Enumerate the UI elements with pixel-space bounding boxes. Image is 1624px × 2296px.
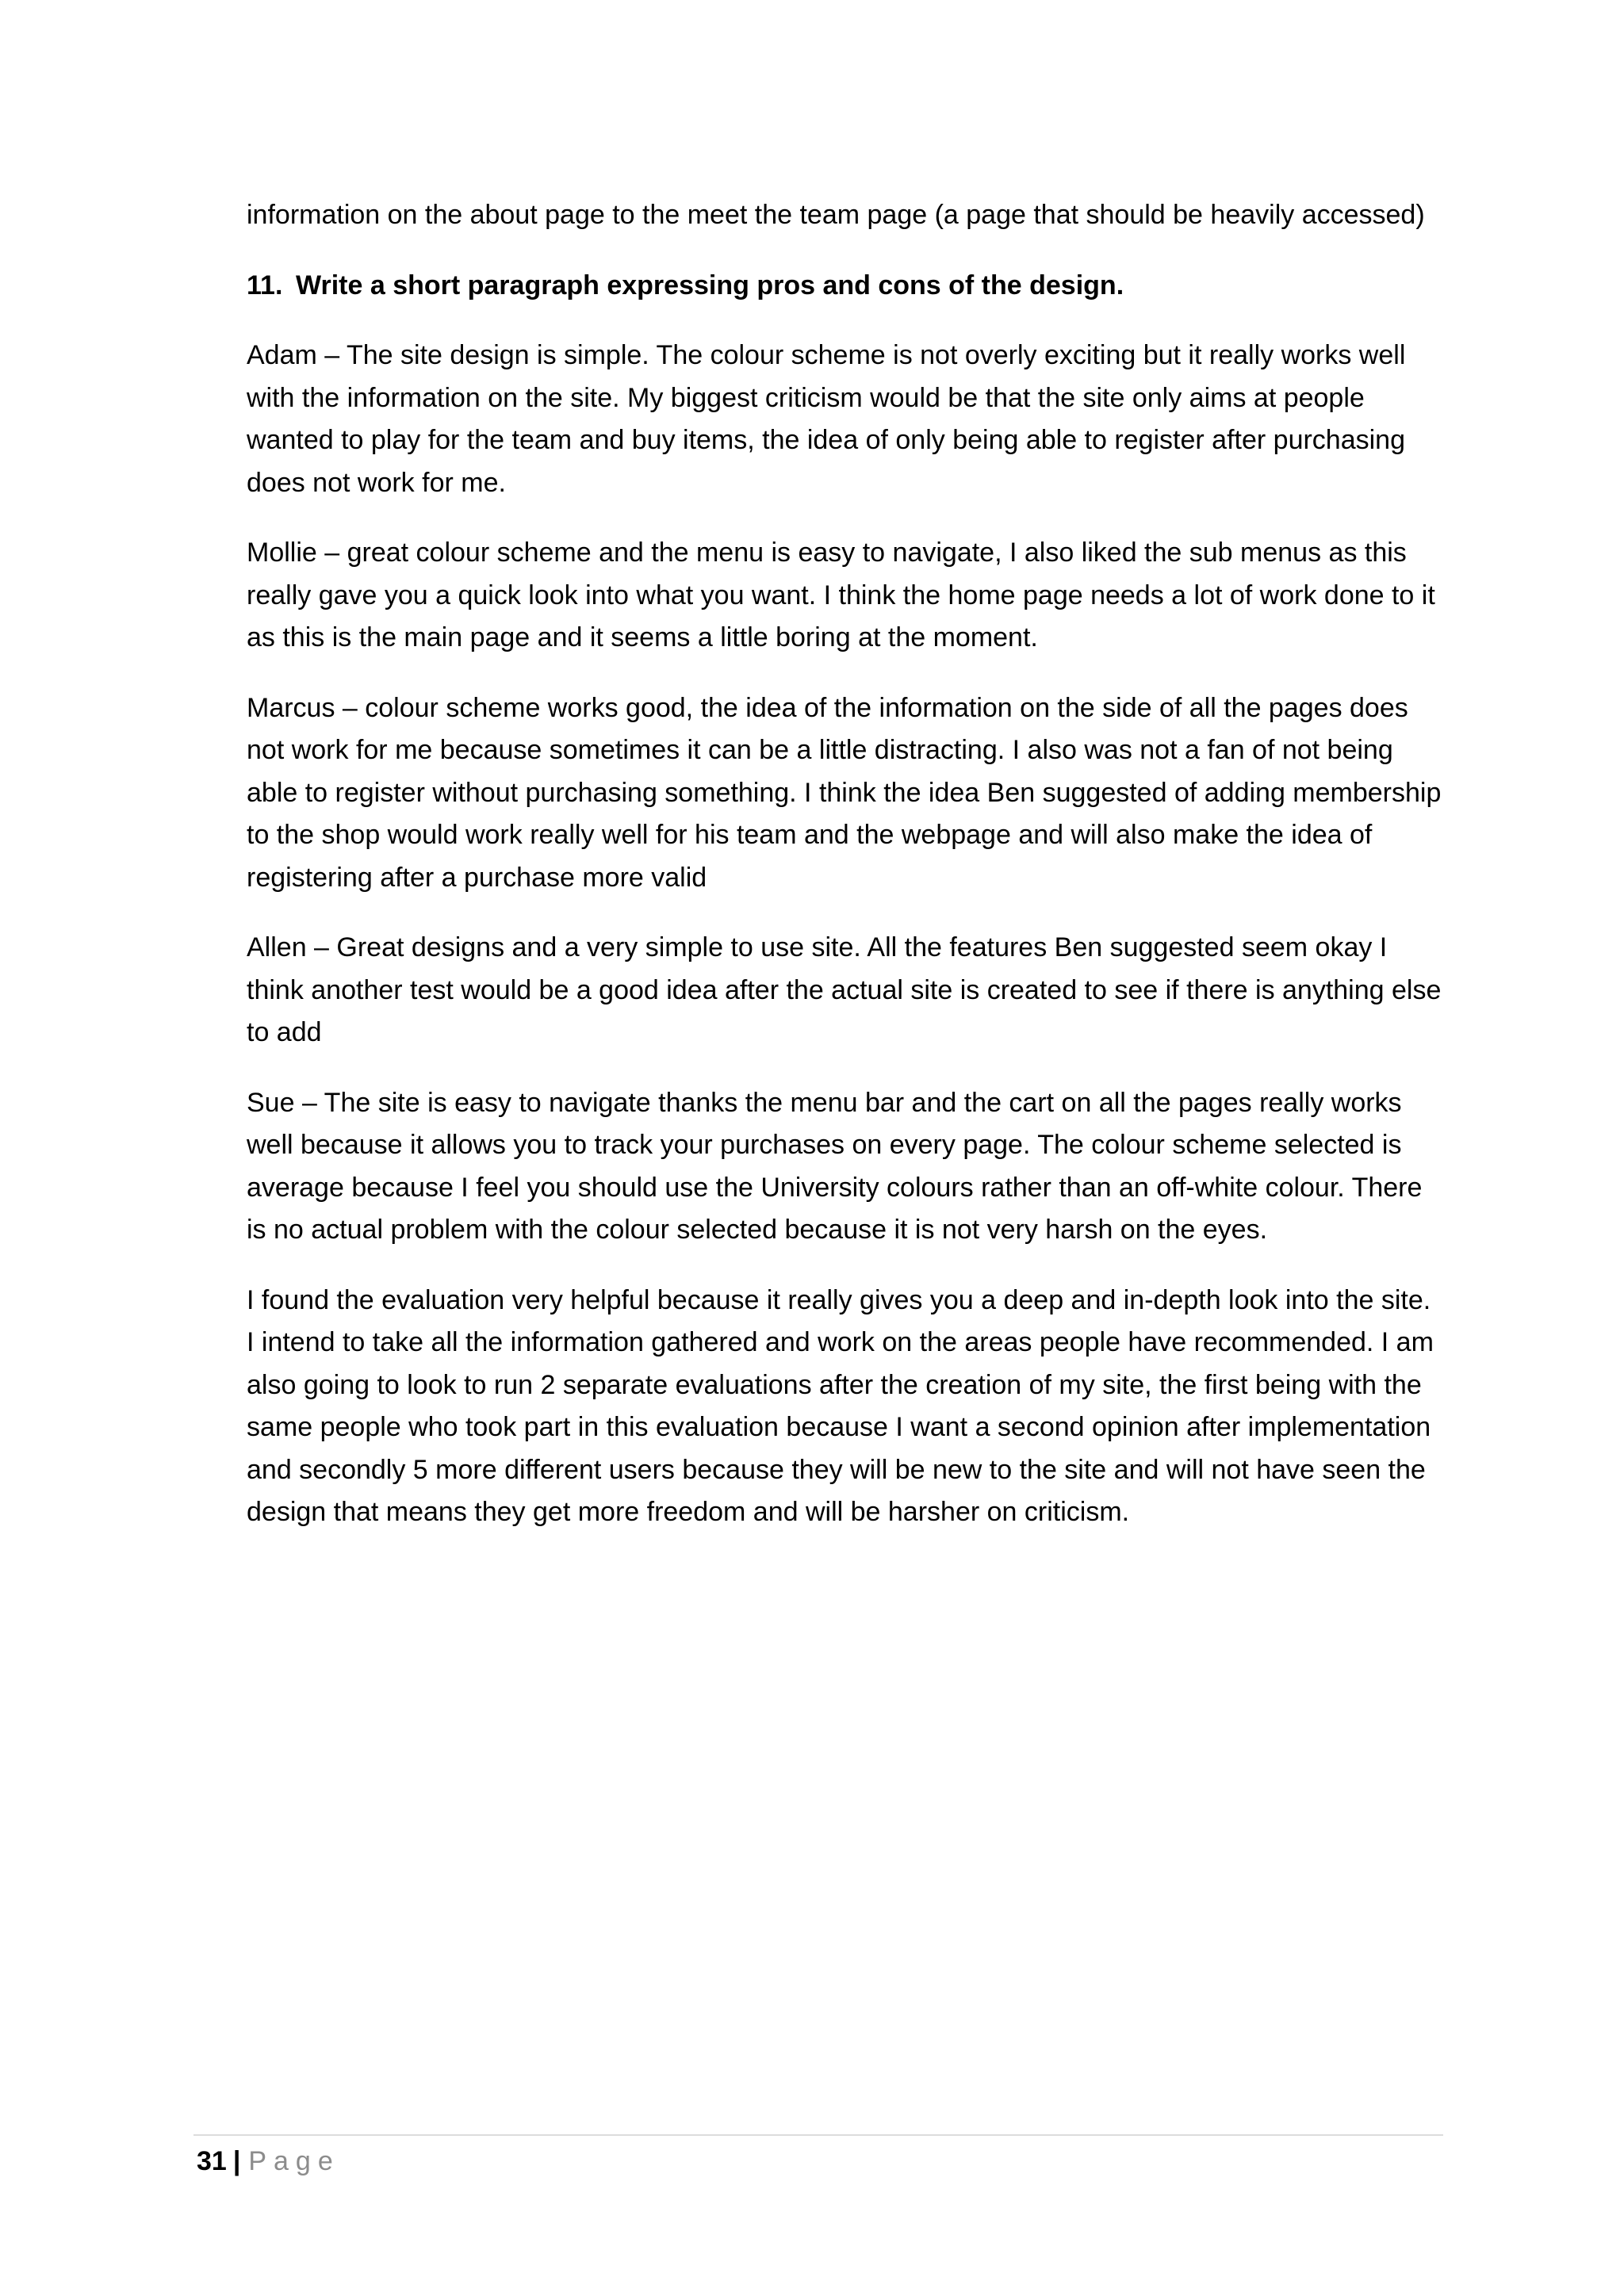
page-number: 31 bbox=[197, 2146, 227, 2176]
footer-separator: | bbox=[232, 2146, 241, 2176]
paragraph-intro: information on the about page to the meet the team page (a page that should be heavily accessed) bbox=[247, 200, 1425, 230]
paragraph-mollie: Mollie – great colour scheme and the menu is easy to navigate, I also liked the sub menus as this really gave you a quick look into what you want. I think the home page needs a lot of work done to it as this is the main page and it seems a little boring at the moment. bbox=[247, 538, 1435, 652]
paragraph-allen: Allen – Great designs and a very simple to use site. All the features Ben suggested seem okay I think another test would be a good idea after the actual site is created to see if there is anything else to add bbox=[247, 932, 1442, 1047]
paragraph-marcus: Marcus – colour scheme works good, the idea of the information on the side of all the pages does not work for me because sometimes it can be a little distracting. I also was not a fan of not being able to register without purchasing something. I think the idea Ben suggested of adding membership to the shop would work really well for his team and the webpage and will also make the idea of registering after a purchase more valid bbox=[247, 692, 1442, 893]
page-label: Page bbox=[248, 2146, 340, 2176]
question-text: Write a short paragraph expressing pros and cons of the design. bbox=[296, 270, 1124, 300]
question-heading bbox=[247, 265, 1444, 308]
paragraph-sue: Sue – The site is easy to navigate thanks the menu bar and the cart on all the pages really works well because it allows you to track your purchases on every page. The colour scheme selected is average because I feel you should use the University colours rather than an off-white colour. There is no actual problem with the colour selected because it is not very harsh on the eyes. bbox=[247, 1087, 1423, 1245]
paragraph-conclusion: I found the evaluation very helpful because it really gives you a deep and in-depth look into the site. I intend to take all the information gathered and work on the areas people have recommended. I am also going to look to run 2 separate evaluations after the creation of my site, the first being with the same people who took part in this evaluation because I want a second opinion after implementation and secondly 5 more different users because they will be new to the site and will not have seen the design that means they get more freedom and will be harsher on criticism. bbox=[247, 1284, 1434, 1527]
paragraph-adam: Adam – The site design is simple. The colour scheme is not overly exciting but it really works well with the information on the site. My biggest criticism would be that the site only aims at people wanted to play for the team and buy items, the idea of only being able to register after purchasing does not work for me. bbox=[247, 340, 1406, 498]
footer-divider bbox=[193, 2134, 1443, 2136]
page-content bbox=[247, 194, 1444, 1562]
page-footer bbox=[197, 2141, 340, 2182]
question-number: 11. bbox=[247, 270, 283, 300]
